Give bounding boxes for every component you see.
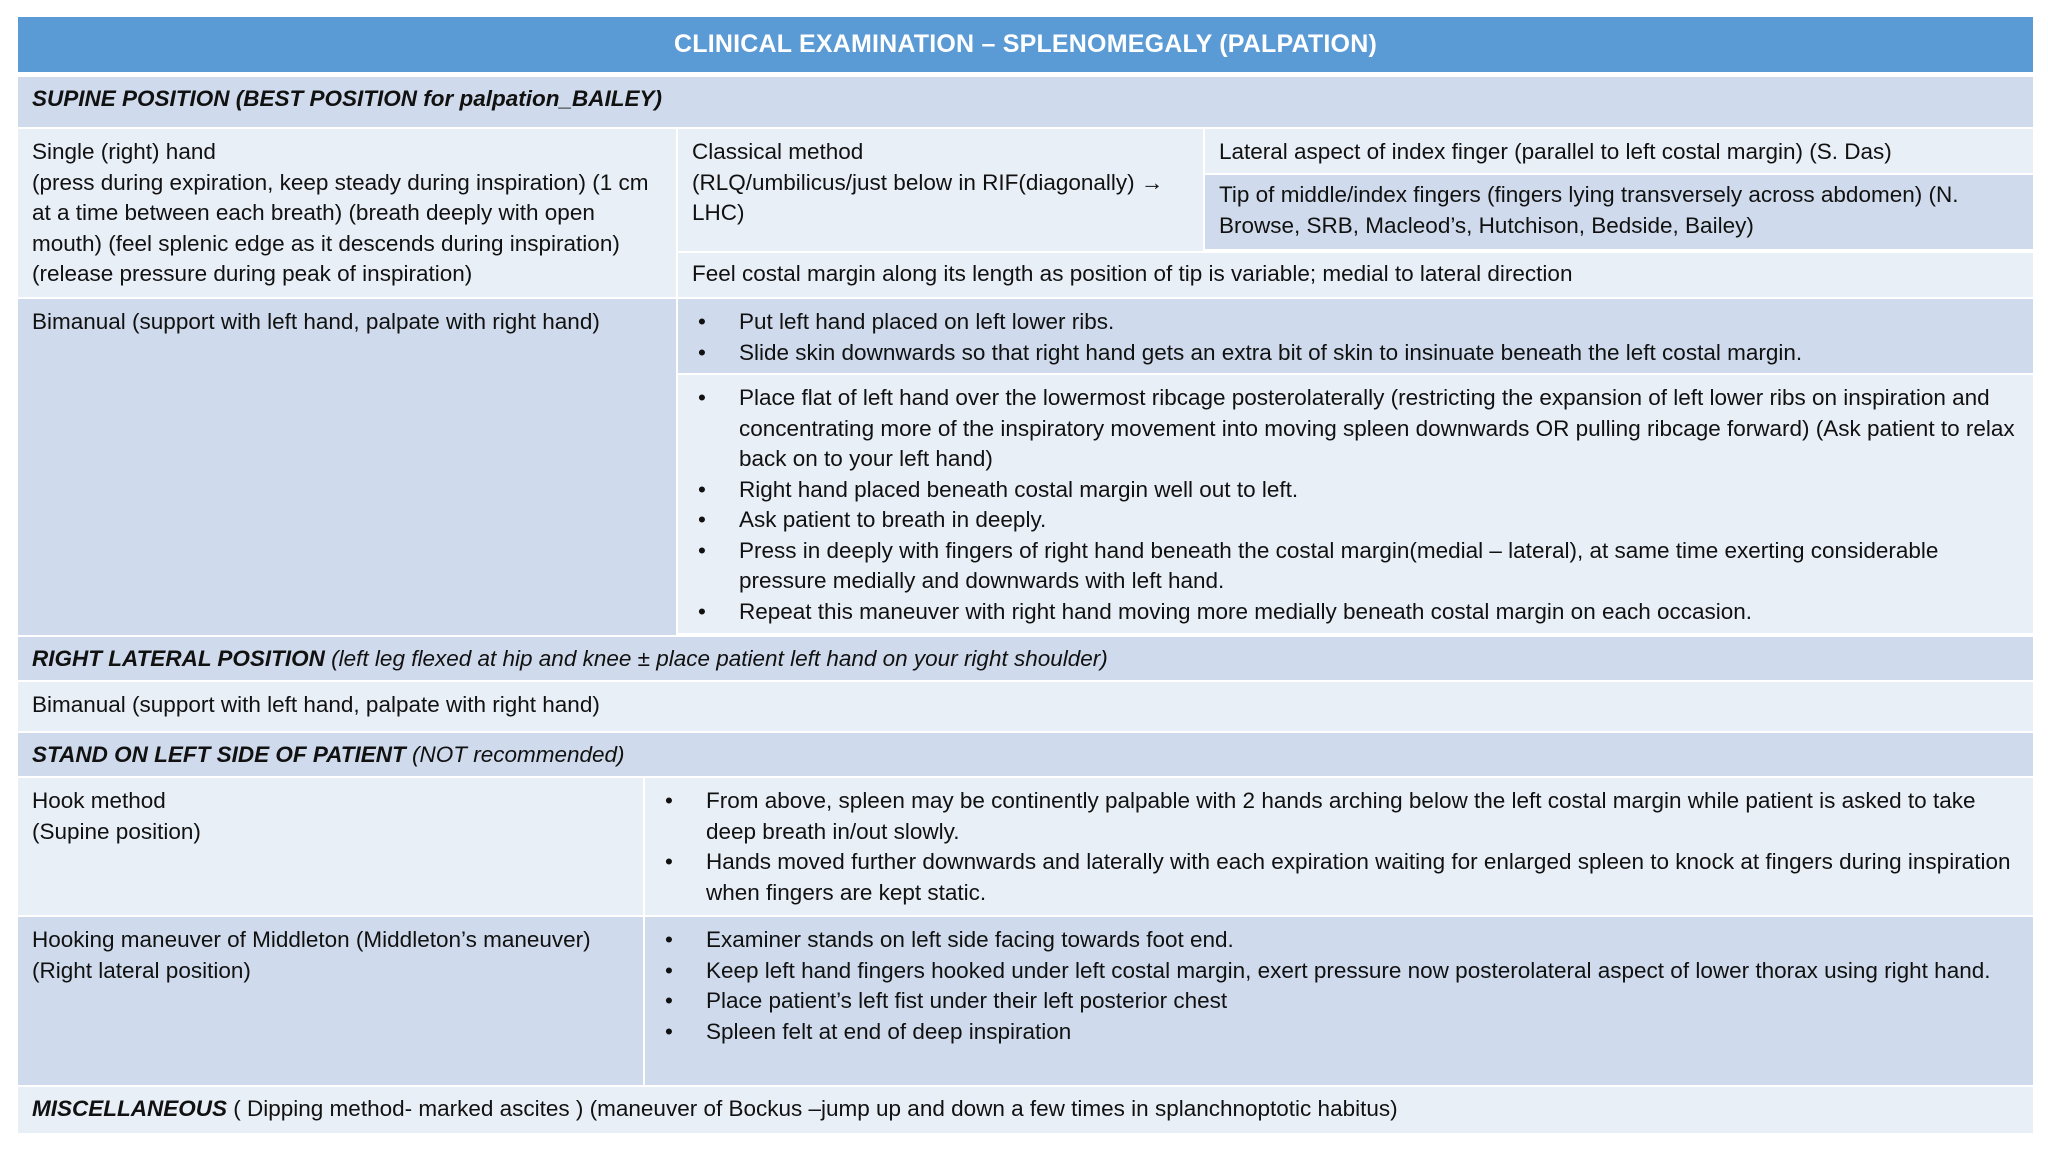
list-item: • Slide skin downwards so that right hand gets an extra bit of skin to insinuate beneath the left costal margin.	[698, 339, 1803, 365]
classical-detail: (RLQ/umbilicus/just below in RIF(diagonally) → LHC)	[692, 169, 1164, 225]
bimanual-cell: Bimanual (support with left hand, palpate with right hand)	[18, 299, 678, 635]
middleton-label: Hooking maneuver of Middleton (Middleton’s maneuver)	[32, 927, 591, 952]
bimanual-group2	[678, 375, 2033, 633]
costal-margin-cell: Feel costal margin along its length as position of tip is variable; medial to lateral direction	[678, 253, 2033, 297]
classical-label: Classical method	[692, 139, 864, 164]
single-hand-right	[678, 129, 2033, 297]
middleton-steps	[645, 917, 2033, 1085]
middleton-list	[659, 925, 2019, 1047]
single-hand-detail: (press during expiration, keep steady during inspiration) (1 cm at a time between each breath) (breath deeply with open mouth) (feel splenic edge as it descends during inspiration)(release pressure during peak of inspiration)	[32, 169, 649, 286]
single-hand-cell	[18, 129, 678, 297]
bimanual-group2-list	[692, 383, 2019, 627]
bimanual-steps	[678, 299, 2033, 635]
left-side-heading-bold: STAND ON LEFT SIDE OF PATIENT	[32, 742, 406, 767]
section-left-side-heading	[18, 733, 2033, 778]
list-item: • Hands moved further downwards and laterally with each expiration waiting for enlarged spleen to knock at fingers during inspiration when fingers are kept static.	[665, 849, 2011, 905]
bimanual-group1	[678, 299, 2033, 375]
right-lateral-heading-bold: RIGHT LATERAL POSITION	[32, 646, 325, 671]
left-side-heading-rest: (NOT recommended)	[405, 742, 625, 767]
list-item: • Put left hand placed on left lower ribs.	[698, 309, 1115, 334]
hook-method-sub: (Supine position)	[32, 818, 201, 844]
middleton-sub: (Right lateral position)	[32, 957, 251, 983]
single-hand-label: Single (right) hand	[32, 139, 216, 164]
misc-text: ( Dipping method- marked ascites ) (maneuver of Bockus –jump up and down a few times in splanchnoptotic habitus)	[227, 1096, 1398, 1121]
supine-heading-text: SUPINE POSITION (BEST POSITION for palpation_BAILEY)	[32, 86, 663, 111]
list-item: • Examiner stands on left side facing towards foot end.	[665, 927, 1234, 952]
list-item: • Spleen felt at end of deep inspiration	[665, 1018, 1072, 1044]
list-item: • Keep left hand fingers hooked under left costal margin, exert pressure now posterolateral aspect of lower thorax using right hand.	[665, 957, 1991, 983]
classical-row	[678, 129, 2033, 253]
tip-fingers-cell: Tip of middle/index fingers (fingers lying transversely across abdomen) (N. Browse, SRB, Macleod’s, Hutchison, Bedside, Bailey)	[1205, 175, 2033, 249]
row-bimanual	[18, 299, 2033, 637]
section-miscellaneous	[18, 1087, 2033, 1133]
bimanual-group1-list	[692, 307, 2019, 368]
list-item: • From above, spleen may be continently palpable with 2 hands arching below the left costal margin while patient is asked to take deep breath in/out slowly.	[665, 788, 1976, 844]
row-middleton	[18, 917, 2033, 1087]
list-item: • Press in deeply with fingers of right hand beneath the costal margin(medial – lateral), at same time exerting considerable pressure medially and downwards with left hand.	[698, 537, 1939, 593]
right-lateral-bimanual: Bimanual (support with left hand, palpate with right hand)	[18, 682, 2033, 733]
slide	[18, 17, 2033, 1133]
classical-cell	[678, 129, 1205, 251]
hook-method-list	[659, 786, 2019, 908]
list-item: • Place patient’s left fist under their left posterior chest	[665, 988, 1228, 1013]
lateral-aspect-cell: Lateral aspect of index finger (parallel to left costal margin) (S. Das)	[1205, 129, 2033, 175]
list-item: • Ask patient to breath in deeply.	[698, 507, 1047, 532]
page-title: CLINICAL EXAMINATION – SPLENOMEGALY (PALPATION)	[18, 17, 2033, 72]
misc-heading-bold: MISCELLANEOUS	[32, 1096, 228, 1121]
row-hook-method	[18, 778, 2033, 917]
right-lateral-heading-rest: (left leg flexed at hip and knee ± place patient left hand on your right shoulder)	[324, 646, 1108, 671]
section-right-lateral-heading	[18, 637, 2033, 682]
middleton-cell	[18, 917, 645, 1085]
hook-method-label: Hook method	[32, 788, 166, 813]
row-single-hand	[18, 129, 2033, 299]
finger-options	[1205, 129, 2033, 251]
list-item: • Place flat of left hand over the lowermost ribcage posterolaterally (restricting the expansion of left lower ribs on inspiration and concentrating more of the inspiratory movement into moving spleen downwards OR pulling ribcage forward) (Ask patient to relax back on to your left hand)	[698, 385, 2015, 471]
list-item: • Right hand placed beneath costal margin well out to left.	[698, 476, 1299, 502]
hook-method-steps	[645, 778, 2033, 915]
section-supine-heading	[18, 77, 2033, 127]
hook-method-cell	[18, 778, 645, 915]
list-item: • Repeat this maneuver with right hand moving more medially beneath costal margin on each occasion.	[698, 598, 1753, 624]
